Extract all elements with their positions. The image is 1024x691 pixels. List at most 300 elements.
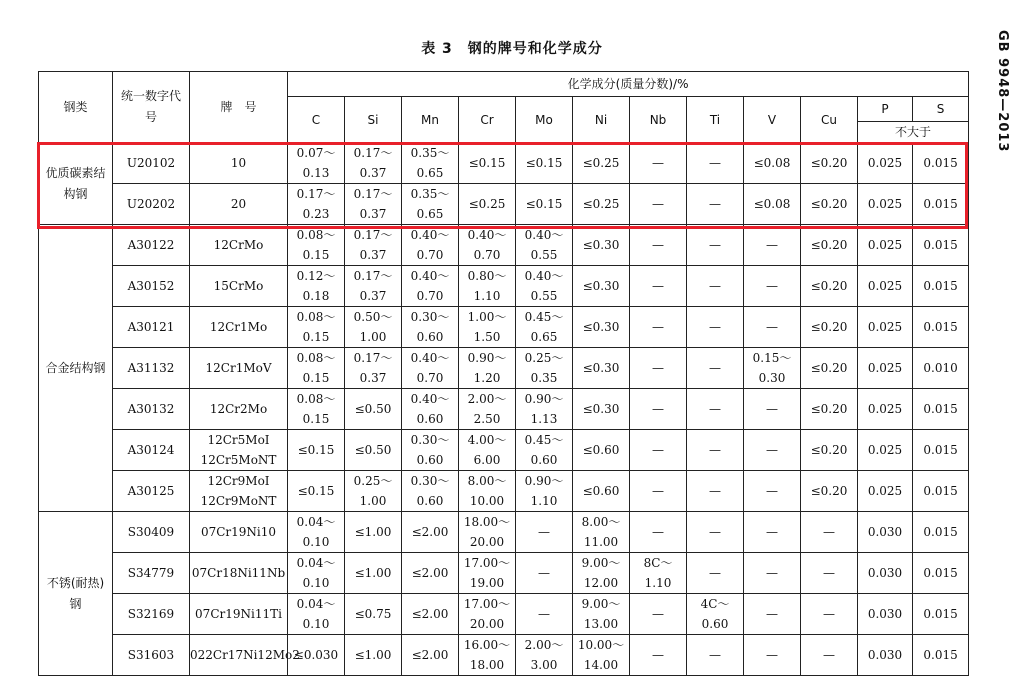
cell-line: 20.00 bbox=[469, 535, 505, 549]
value-cell-mn: ≤2.00 bbox=[402, 594, 459, 635]
cell-line: 2.00～ bbox=[524, 638, 564, 652]
cell-line: 0.40～ bbox=[410, 228, 450, 242]
steel-class-cell: 优质碳素结构钢 bbox=[39, 143, 113, 225]
cell-line: 0.40～ bbox=[467, 228, 507, 242]
value-cell-cr bbox=[459, 389, 516, 430]
cell-line: 2.50 bbox=[473, 412, 501, 426]
cell-line: 0.37 bbox=[359, 207, 387, 221]
cell-line: 1.10 bbox=[644, 576, 672, 590]
value-cell-s: 0.015 bbox=[913, 553, 969, 594]
value-cell-s: 0.015 bbox=[913, 635, 969, 676]
header-element-ni: Ni bbox=[573, 97, 630, 143]
cell-line: 0.80～ bbox=[467, 269, 507, 283]
grade-cell: 07Cr19Ni11Ti bbox=[190, 594, 288, 635]
value-cell-nb: — bbox=[630, 635, 687, 676]
value-cell-si bbox=[345, 266, 402, 307]
header-element-s: S bbox=[913, 97, 969, 122]
header-element-p: P bbox=[858, 97, 913, 122]
cell-line: 20.00 bbox=[469, 617, 505, 631]
grade-cell: 12Cr1MoV bbox=[190, 348, 288, 389]
cell-line: 4C～ bbox=[700, 597, 730, 611]
table-row bbox=[39, 389, 969, 430]
value-cell-cr bbox=[459, 307, 516, 348]
cell-line: 0.04～ bbox=[296, 597, 336, 611]
value-cell-cu: ≤0.20 bbox=[801, 307, 858, 348]
value-cell-cu: — bbox=[801, 553, 858, 594]
value-cell-c bbox=[288, 512, 345, 553]
value-cell-si bbox=[345, 307, 402, 348]
value-cell-mn bbox=[402, 471, 459, 512]
cell-line: 17.00～ bbox=[463, 597, 511, 611]
code-cell: S31603 bbox=[113, 635, 190, 676]
cell-line: 2.00～ bbox=[467, 392, 507, 406]
cell-line: 19.00 bbox=[469, 576, 505, 590]
value-cell-mo bbox=[516, 225, 573, 266]
cell-line: 0.70 bbox=[416, 371, 444, 385]
cell-line: 0.08～ bbox=[296, 392, 336, 406]
cell-line: 0.17～ bbox=[353, 187, 393, 201]
cell-line: 0.90～ bbox=[467, 351, 507, 365]
value-cell-si bbox=[345, 348, 402, 389]
value-cell-mo bbox=[516, 635, 573, 676]
value-cell-p: 0.025 bbox=[858, 389, 913, 430]
cell-line: 0.13 bbox=[302, 166, 330, 180]
value-cell-c bbox=[288, 184, 345, 225]
cell-line: 0.40～ bbox=[410, 269, 450, 283]
value-cell-cu: ≤0.20 bbox=[801, 471, 858, 512]
header-element-v: V bbox=[744, 97, 801, 143]
cell-line: 0.60 bbox=[416, 412, 444, 426]
cell-line: 0.60 bbox=[701, 617, 729, 631]
table-row bbox=[39, 594, 969, 635]
cell-line: 0.23 bbox=[302, 207, 330, 221]
code-cell: A30125 bbox=[113, 471, 190, 512]
cell-line: 0.10 bbox=[302, 617, 330, 631]
value-cell-s: 0.015 bbox=[913, 143, 969, 184]
value-cell-si: ≤0.75 bbox=[345, 594, 402, 635]
value-cell-ti: — bbox=[687, 184, 744, 225]
code-cell: A30121 bbox=[113, 307, 190, 348]
cell-line: 0.17～ bbox=[353, 351, 393, 365]
value-cell-nb bbox=[630, 553, 687, 594]
code-cell: S32169 bbox=[113, 594, 190, 635]
header-grade: 牌 号 bbox=[190, 72, 288, 143]
cell-line: 0.08～ bbox=[296, 351, 336, 365]
cell-line: 3.00 bbox=[530, 658, 558, 672]
grade-cell: 10 bbox=[190, 143, 288, 184]
code-cell: A30122 bbox=[113, 225, 190, 266]
value-cell-s: 0.015 bbox=[913, 512, 969, 553]
value-cell-p: 0.025 bbox=[858, 471, 913, 512]
value-cell-mn bbox=[402, 307, 459, 348]
value-cell-cu: ≤0.20 bbox=[801, 184, 858, 225]
code-cell: U20202 bbox=[113, 184, 190, 225]
cell-line: 0.90～ bbox=[524, 474, 564, 488]
value-cell-c bbox=[288, 266, 345, 307]
value-cell-c: ≤0.15 bbox=[288, 471, 345, 512]
value-cell-v: — bbox=[744, 512, 801, 553]
grade-cell: 15CrMo bbox=[190, 266, 288, 307]
code-cell: A30124 bbox=[113, 430, 190, 471]
cell-line: 0.18 bbox=[302, 289, 330, 303]
value-cell-ti: — bbox=[687, 512, 744, 553]
cell-line: 0.25～ bbox=[353, 474, 393, 488]
cell-line: 18.00～ bbox=[463, 515, 511, 529]
value-cell-p: 0.025 bbox=[858, 143, 913, 184]
value-cell-v: ≤0.08 bbox=[744, 143, 801, 184]
value-cell-s: 0.015 bbox=[913, 307, 969, 348]
cell-line: 0.70 bbox=[416, 289, 444, 303]
value-cell-p: 0.025 bbox=[858, 184, 913, 225]
value-cell-s: 0.015 bbox=[913, 471, 969, 512]
table-row bbox=[39, 184, 969, 225]
cell-line: 1.00 bbox=[359, 330, 387, 344]
value-cell-mo bbox=[516, 307, 573, 348]
code-cell: S30409 bbox=[113, 512, 190, 553]
cell-line: 0.65 bbox=[416, 166, 444, 180]
cell-line: 8C～ bbox=[643, 556, 673, 570]
value-cell-cu: ≤0.20 bbox=[801, 348, 858, 389]
value-cell-cr: ≤0.15 bbox=[459, 143, 516, 184]
header-element-mn: Mn bbox=[402, 97, 459, 143]
grade-cell: 12Cr1Mo bbox=[190, 307, 288, 348]
value-cell-cr bbox=[459, 471, 516, 512]
value-cell-ni bbox=[573, 635, 630, 676]
value-cell-cu: ≤0.20 bbox=[801, 266, 858, 307]
value-cell-v: — bbox=[744, 307, 801, 348]
value-cell-ni: ≤0.25 bbox=[573, 184, 630, 225]
cell-line: 0.12～ bbox=[296, 269, 336, 283]
cell-line: 12Cr9MoNT bbox=[200, 494, 277, 508]
cell-line: 0.70 bbox=[416, 248, 444, 262]
steel-class-cell: 不锈(耐热)钢 bbox=[39, 512, 113, 676]
cell-line: 10.00～ bbox=[577, 638, 625, 652]
cell-line: 1.13 bbox=[530, 412, 558, 426]
value-cell-si bbox=[345, 471, 402, 512]
table-row bbox=[39, 143, 969, 184]
value-cell-nb: — bbox=[630, 512, 687, 553]
cell-line: 12Cr5MoI bbox=[207, 433, 270, 447]
value-cell-ni: ≤0.60 bbox=[573, 430, 630, 471]
table-row bbox=[39, 430, 969, 471]
value-cell-mn bbox=[402, 184, 459, 225]
value-cell-ni: ≤0.30 bbox=[573, 348, 630, 389]
cell-line: 0.04～ bbox=[296, 556, 336, 570]
cell-line: 0.60 bbox=[416, 494, 444, 508]
value-cell-c bbox=[288, 553, 345, 594]
cell-line: 0.15 bbox=[302, 330, 330, 344]
value-cell-v: — bbox=[744, 553, 801, 594]
value-cell-mn: ≤2.00 bbox=[402, 512, 459, 553]
value-cell-cr bbox=[459, 225, 516, 266]
value-cell-v: — bbox=[744, 594, 801, 635]
cell-line: 0.25～ bbox=[524, 351, 564, 365]
value-cell-p: 0.030 bbox=[858, 635, 913, 676]
value-cell-ti: — bbox=[687, 225, 744, 266]
value-cell-s: 0.015 bbox=[913, 225, 969, 266]
code-cell: A30132 bbox=[113, 389, 190, 430]
cell-line: 6.00 bbox=[473, 453, 501, 467]
cell-line: 0.55 bbox=[530, 248, 558, 262]
cell-line: 0.04～ bbox=[296, 515, 336, 529]
value-cell-ti: — bbox=[687, 389, 744, 430]
value-cell-nb: — bbox=[630, 389, 687, 430]
grade-cell: 20 bbox=[190, 184, 288, 225]
value-cell-nb: — bbox=[630, 471, 687, 512]
cell-line: 0.60 bbox=[416, 453, 444, 467]
value-cell-ti: — bbox=[687, 471, 744, 512]
value-cell-cu: ≤0.20 bbox=[801, 389, 858, 430]
value-cell-nb: — bbox=[630, 266, 687, 307]
header-element-nb: Nb bbox=[630, 97, 687, 143]
value-cell-ti: — bbox=[687, 266, 744, 307]
value-cell-s: 0.015 bbox=[913, 594, 969, 635]
table-row bbox=[39, 635, 969, 676]
cell-line: 0.65 bbox=[416, 207, 444, 221]
header-element-cu: Cu bbox=[801, 97, 858, 143]
cell-line: 0.40～ bbox=[524, 228, 564, 242]
value-cell-mo bbox=[516, 389, 573, 430]
value-cell-p: 0.025 bbox=[858, 348, 913, 389]
value-cell-s: 0.010 bbox=[913, 348, 969, 389]
value-cell-cr bbox=[459, 430, 516, 471]
value-cell-p: 0.030 bbox=[858, 553, 913, 594]
value-cell-cr bbox=[459, 512, 516, 553]
table-row bbox=[39, 266, 969, 307]
value-cell-cu: — bbox=[801, 512, 858, 553]
value-cell-cr bbox=[459, 594, 516, 635]
header-composition: 化学成分(质量分数)/% bbox=[288, 72, 969, 97]
cell-line: 0.10 bbox=[302, 576, 330, 590]
cell-line: 11.00 bbox=[583, 535, 619, 549]
table-row bbox=[39, 307, 969, 348]
value-cell-nb: — bbox=[630, 307, 687, 348]
value-cell-nb: — bbox=[630, 184, 687, 225]
value-cell-mo bbox=[516, 266, 573, 307]
grade-cell: 12CrMo bbox=[190, 225, 288, 266]
value-cell-c bbox=[288, 225, 345, 266]
value-cell-c bbox=[288, 307, 345, 348]
table-row bbox=[39, 553, 969, 594]
cell-line: 0.40～ bbox=[524, 269, 564, 283]
value-cell-ti: — bbox=[687, 553, 744, 594]
cell-line: 1.10 bbox=[530, 494, 558, 508]
grade-cell: 07Cr19Ni10 bbox=[190, 512, 288, 553]
cell-line: 0.45～ bbox=[524, 433, 564, 447]
value-cell-mn: ≤2.00 bbox=[402, 635, 459, 676]
cell-line: 0.50～ bbox=[353, 310, 393, 324]
cell-line: 0.08～ bbox=[296, 310, 336, 324]
value-cell-v: ≤0.08 bbox=[744, 184, 801, 225]
value-cell-cu: — bbox=[801, 594, 858, 635]
value-cell-ni: ≤0.30 bbox=[573, 266, 630, 307]
cell-line: 0.45～ bbox=[524, 310, 564, 324]
value-cell-si bbox=[345, 225, 402, 266]
value-cell-si: ≤1.00 bbox=[345, 635, 402, 676]
value-cell-v: — bbox=[744, 430, 801, 471]
value-cell-p: 0.025 bbox=[858, 266, 913, 307]
value-cell-ti: — bbox=[687, 635, 744, 676]
grade-cell: 022Cr17Ni12Mo2 bbox=[190, 635, 288, 676]
value-cell-mn bbox=[402, 430, 459, 471]
cell-line: 0.30～ bbox=[410, 310, 450, 324]
cell-line: 0.17～ bbox=[353, 269, 393, 283]
value-cell-mn bbox=[402, 389, 459, 430]
value-cell-nb: — bbox=[630, 143, 687, 184]
cell-line: 10.00 bbox=[469, 494, 505, 508]
header-code: 统一数字代号 bbox=[113, 72, 190, 143]
value-cell-p: 0.025 bbox=[858, 430, 913, 471]
value-cell-mn bbox=[402, 266, 459, 307]
header-steel-class: 钢类 bbox=[39, 72, 113, 143]
value-cell-v: — bbox=[744, 389, 801, 430]
cell-line: 0.15～ bbox=[752, 351, 792, 365]
cell-line: 0.30～ bbox=[410, 433, 450, 447]
standard-code: GB 9948—2013 bbox=[995, 30, 1010, 153]
cell-line: 8.00～ bbox=[467, 474, 507, 488]
cell-line: 12Cr9MoI bbox=[207, 474, 270, 488]
value-cell-mo bbox=[516, 430, 573, 471]
value-cell-mn: ≤2.00 bbox=[402, 553, 459, 594]
value-cell-v bbox=[744, 348, 801, 389]
value-cell-cu: — bbox=[801, 635, 858, 676]
cell-line: 0.07～ bbox=[296, 146, 336, 160]
value-cell-c bbox=[288, 594, 345, 635]
cell-line: 0.10 bbox=[302, 535, 330, 549]
code-cell: A30152 bbox=[113, 266, 190, 307]
value-cell-ni: ≤0.30 bbox=[573, 225, 630, 266]
cell-line: 9.00～ bbox=[581, 556, 621, 570]
steel-class-cell: 合金结构钢 bbox=[39, 225, 113, 512]
cell-line: 0.35 bbox=[530, 371, 558, 385]
cell-line: 0.37 bbox=[359, 371, 387, 385]
value-cell-p: 0.025 bbox=[858, 225, 913, 266]
value-cell-c bbox=[288, 143, 345, 184]
cell-line: 12Cr5MoNT bbox=[200, 453, 277, 467]
value-cell-si: ≤0.50 bbox=[345, 389, 402, 430]
cell-line: 1.00 bbox=[359, 494, 387, 508]
value-cell-s: 0.015 bbox=[913, 184, 969, 225]
value-cell-ti: — bbox=[687, 430, 744, 471]
cell-line: 0.37 bbox=[359, 248, 387, 262]
header-not-more-than: 不大于 bbox=[858, 122, 969, 143]
value-cell-cr bbox=[459, 553, 516, 594]
value-cell-cr bbox=[459, 348, 516, 389]
value-cell-mo: — bbox=[516, 512, 573, 553]
value-cell-ni: ≤0.60 bbox=[573, 471, 630, 512]
cell-line: 0.17～ bbox=[353, 228, 393, 242]
code-cell: S34779 bbox=[113, 553, 190, 594]
cell-line: 9.00～ bbox=[581, 597, 621, 611]
value-cell-mo: ≤0.15 bbox=[516, 143, 573, 184]
cell-line: 0.40～ bbox=[410, 351, 450, 365]
value-cell-ni bbox=[573, 512, 630, 553]
value-cell-cu: ≤0.20 bbox=[801, 430, 858, 471]
value-cell-ni: ≤0.25 bbox=[573, 143, 630, 184]
header-element-cr: Cr bbox=[459, 97, 516, 143]
cell-line: 1.00～ bbox=[467, 310, 507, 324]
value-cell-v: — bbox=[744, 471, 801, 512]
header-element-c: C bbox=[288, 97, 345, 143]
value-cell-v: — bbox=[744, 225, 801, 266]
value-cell-cr bbox=[459, 635, 516, 676]
cell-line: 12.00 bbox=[583, 576, 619, 590]
value-cell-ti bbox=[687, 594, 744, 635]
cell-line: 0.35～ bbox=[410, 187, 450, 201]
value-cell-si: ≤1.00 bbox=[345, 512, 402, 553]
value-cell-s: 0.015 bbox=[913, 266, 969, 307]
value-cell-ti: — bbox=[687, 348, 744, 389]
value-cell-p: 0.030 bbox=[858, 594, 913, 635]
value-cell-mo: — bbox=[516, 594, 573, 635]
value-cell-nb: — bbox=[630, 225, 687, 266]
value-cell-mo: — bbox=[516, 553, 573, 594]
value-cell-c: ≤0.15 bbox=[288, 430, 345, 471]
value-cell-si bbox=[345, 184, 402, 225]
value-cell-c bbox=[288, 348, 345, 389]
value-cell-mn bbox=[402, 348, 459, 389]
header-element-mo: Mo bbox=[516, 97, 573, 143]
cell-line: 0.08～ bbox=[296, 228, 336, 242]
value-cell-ni bbox=[573, 594, 630, 635]
cell-line: 14.00 bbox=[583, 658, 619, 672]
cell-line: 1.10 bbox=[473, 289, 501, 303]
value-cell-mo: ≤0.15 bbox=[516, 184, 573, 225]
value-cell-si: ≤0.50 bbox=[345, 430, 402, 471]
value-cell-ni: ≤0.30 bbox=[573, 307, 630, 348]
value-cell-cr: ≤0.25 bbox=[459, 184, 516, 225]
table-row bbox=[39, 225, 969, 266]
value-cell-p: 0.025 bbox=[858, 307, 913, 348]
cell-line: 0.37 bbox=[359, 289, 387, 303]
code-cell: U20102 bbox=[113, 143, 190, 184]
value-cell-v: — bbox=[744, 266, 801, 307]
value-cell-nb: — bbox=[630, 430, 687, 471]
value-cell-ti: — bbox=[687, 143, 744, 184]
grade-cell bbox=[190, 471, 288, 512]
value-cell-ni bbox=[573, 553, 630, 594]
value-cell-cu: ≤0.20 bbox=[801, 143, 858, 184]
value-cell-si: ≤1.00 bbox=[345, 553, 402, 594]
composition-table bbox=[38, 71, 969, 676]
cell-line: 0.17～ bbox=[296, 187, 336, 201]
cell-line: 0.17～ bbox=[353, 146, 393, 160]
cell-line: 0.60 bbox=[530, 453, 558, 467]
grade-cell: 12Cr2Mo bbox=[190, 389, 288, 430]
cell-line: 0.37 bbox=[359, 166, 387, 180]
header-element-ti: Ti bbox=[687, 97, 744, 143]
cell-line: 8.00～ bbox=[581, 515, 621, 529]
cell-line: 0.70 bbox=[473, 248, 501, 262]
value-cell-mo bbox=[516, 348, 573, 389]
cell-line: 0.40～ bbox=[410, 392, 450, 406]
value-cell-c: ≤0.030 bbox=[288, 635, 345, 676]
cell-line: 1.50 bbox=[473, 330, 501, 344]
grade-cell: 07Cr18Ni11Nb bbox=[190, 553, 288, 594]
cell-line: 0.30 bbox=[758, 371, 786, 385]
value-cell-mn bbox=[402, 225, 459, 266]
grade-cell bbox=[190, 430, 288, 471]
cell-line: 17.00～ bbox=[463, 556, 511, 570]
value-cell-nb: — bbox=[630, 594, 687, 635]
cell-line: 13.00 bbox=[583, 617, 619, 631]
cell-line: 0.30～ bbox=[410, 474, 450, 488]
value-cell-p: 0.030 bbox=[858, 512, 913, 553]
cell-line: 0.60 bbox=[416, 330, 444, 344]
cell-line: 16.00～ bbox=[463, 638, 511, 652]
value-cell-ni: ≤0.30 bbox=[573, 389, 630, 430]
table-title: 表 3 钢的牌号和化学成分 bbox=[421, 41, 603, 57]
